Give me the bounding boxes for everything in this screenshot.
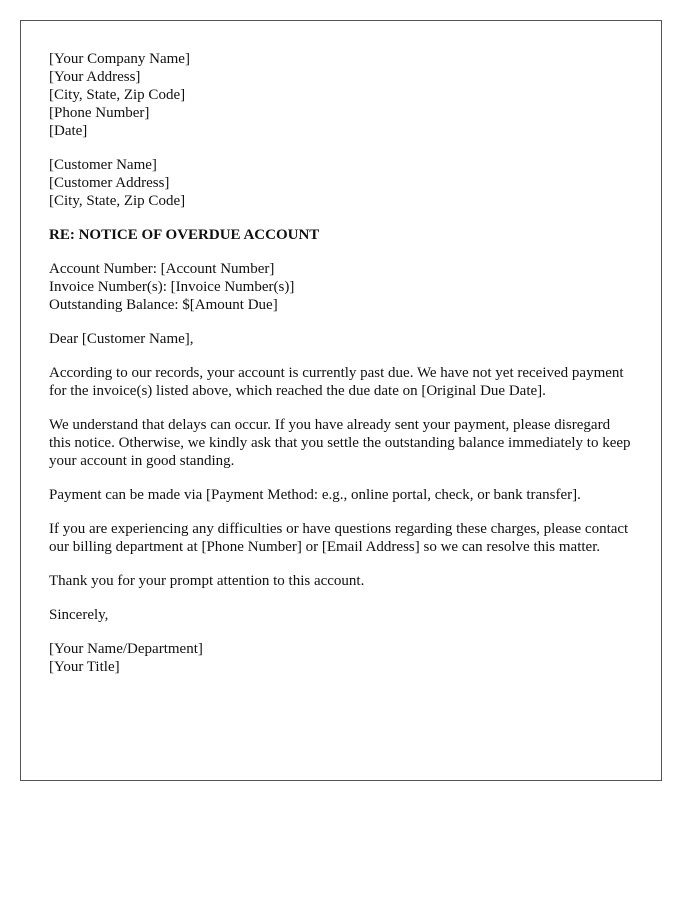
- sender-phone: [Phone Number]: [49, 105, 150, 121]
- account-number: Account Number: [Account Number]: [49, 261, 275, 277]
- signature-block: [49, 640, 632, 676]
- signature-title: [Your Title]: [49, 659, 120, 675]
- closing: Sincerely,: [49, 607, 109, 623]
- letter-date: [Date]: [49, 123, 88, 139]
- signature-name: [Your Name/Department]: [49, 641, 203, 657]
- recipient-name: [Customer Name]: [49, 157, 157, 173]
- body-paragraph: If you are experiencing any difficulties or have questions regarding these charges, please contact our billing department at [Phone Number] or [Email Address] so we can resolve this matter.: [49, 521, 629, 555]
- salutation: Dear [Customer Name],: [49, 331, 194, 347]
- invoice-numbers: Invoice Number(s): [Invoice Number(s)]: [49, 279, 295, 295]
- sender-block: [49, 50, 632, 140]
- recipient-address: [Customer Address]: [49, 175, 170, 191]
- recipient-city: [City, State, Zip Code]: [49, 193, 186, 209]
- account-details: [49, 260, 632, 314]
- subject-line: RE: NOTICE OF OVERDUE ACCOUNT: [49, 227, 320, 243]
- letter: [20, 20, 662, 781]
- body-paragraph: According to our records, your account is currently past due. We have not yet received payment for the invoice(s) listed above, which reached the due date on [Original Due Date].: [49, 365, 624, 399]
- sender-company: [Your Company Name]: [49, 51, 190, 67]
- body-paragraph: Thank you for your prompt attention to this account.: [49, 573, 365, 589]
- body-paragraph: Payment can be made via [Payment Method: e.g., online portal, check, or bank transfer].: [49, 487, 581, 503]
- recipient-block: [49, 156, 632, 210]
- sender-address: [Your Address]: [49, 69, 141, 85]
- sender-city: [City, State, Zip Code]: [49, 87, 186, 103]
- outstanding-balance: Outstanding Balance: $[Amount Due]: [49, 297, 278, 313]
- body-paragraph: We understand that delays can occur. If you have already sent your payment, please disregard this notice. Otherwise, we kindly ask that you settle the outstanding balance immediately to keep your account in good standing.: [49, 417, 631, 469]
